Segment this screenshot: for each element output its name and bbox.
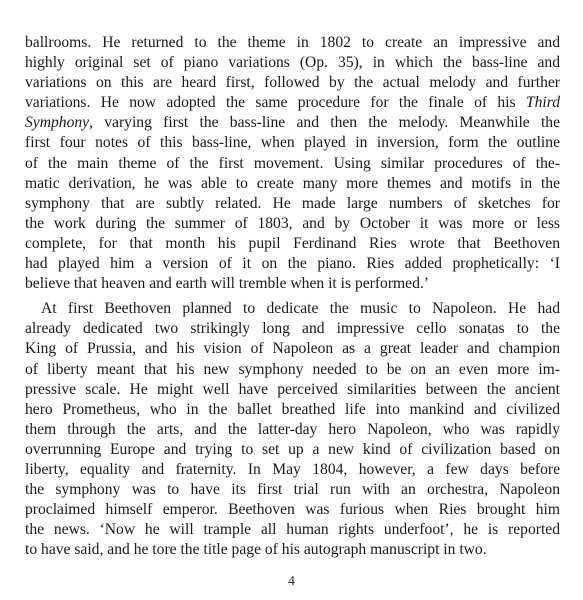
- text-line: of the main theme of the first movement. Using similar procedures of the-: [25, 154, 560, 172]
- text-line: already dedicated two strikingly long and impressive cello sonatas to the: [25, 320, 560, 338]
- text-line: symphony that are subtly related. He made large numbers of sketches for: [25, 194, 560, 212]
- text-line: variations on this are heard first, followed by the actual melody and further: [25, 74, 560, 92]
- text-line: ballrooms. He returned to the theme in 1802 to create an impressive and: [25, 34, 560, 51]
- text-line: matic derivation, he was able to create many more themes and motifs in the: [25, 174, 560, 192]
- text-line: proclaimed himself emperor. Beethoven was furious when Ries brought him: [25, 501, 560, 519]
- text-line: the work during the summer of 1803, and by October it was more or less: [25, 214, 560, 232]
- paragraph-1: [25, 33, 560, 294]
- work-title-italic: Symphony: [25, 114, 90, 132]
- text-run: , varying first the bass-line and then the melody. Meanwhile the: [89, 114, 560, 132]
- text-line: complete, for that month his pupil Ferdinand Ries wrote that Beethoven: [25, 234, 560, 252]
- paragraph-2: [25, 299, 560, 560]
- text-line: [25, 93, 560, 113]
- text-line: the news. ‘Now he will trample all human rights underfoot’, he is reported: [25, 521, 560, 539]
- text-line: believe that heaven and earth will tremble when it is performed.’: [25, 275, 429, 293]
- page-body: [25, 33, 560, 560]
- text-line: liberty, equality and fraternity. In May 1804, however, a few days before: [25, 460, 560, 478]
- text-line: pressive scale. He might well have perceived similarities between the ancient: [25, 380, 560, 398]
- text-line: them through the arts, and the latter-day hero Napoleon, who was rapidly: [25, 420, 560, 438]
- text-line: to have said, and he tore the title page of his autograph manuscript in two.: [25, 541, 487, 559]
- text-line: the symphony was to have its first trial run with an orchestra, Napoleon: [25, 481, 560, 499]
- text-line: hero Prometheus, who in the ballet breathed life into mankind and civilized: [25, 400, 560, 418]
- text-line: [25, 113, 560, 133]
- work-title-italic: Third: [525, 94, 560, 112]
- text-line: King of Prussia, and his vision of Napoleon as a great leader and champion: [25, 340, 560, 358]
- page-number: 4: [288, 574, 295, 589]
- text-line: highly original set of piano variations (Op. 35), in which the bass-line and: [25, 54, 560, 72]
- text-run: variations. He now adopted the same procedure for the finale of his: [25, 94, 526, 112]
- text-line: had played him a version of it on the piano. Ries added prophetically: ‘I: [25, 255, 560, 273]
- text-line: of liberty meant that his new symphony needed to be on an even more im-: [25, 360, 560, 378]
- text-line: overrunning Europe and trying to set up a new kind of civilization based on: [25, 440, 560, 458]
- text-line: At first Beethoven planned to dedicate the music to Napoleon. He had: [41, 300, 560, 318]
- text-line: first four notes of this bass-line, when played in inversion, form the outline: [25, 134, 560, 152]
